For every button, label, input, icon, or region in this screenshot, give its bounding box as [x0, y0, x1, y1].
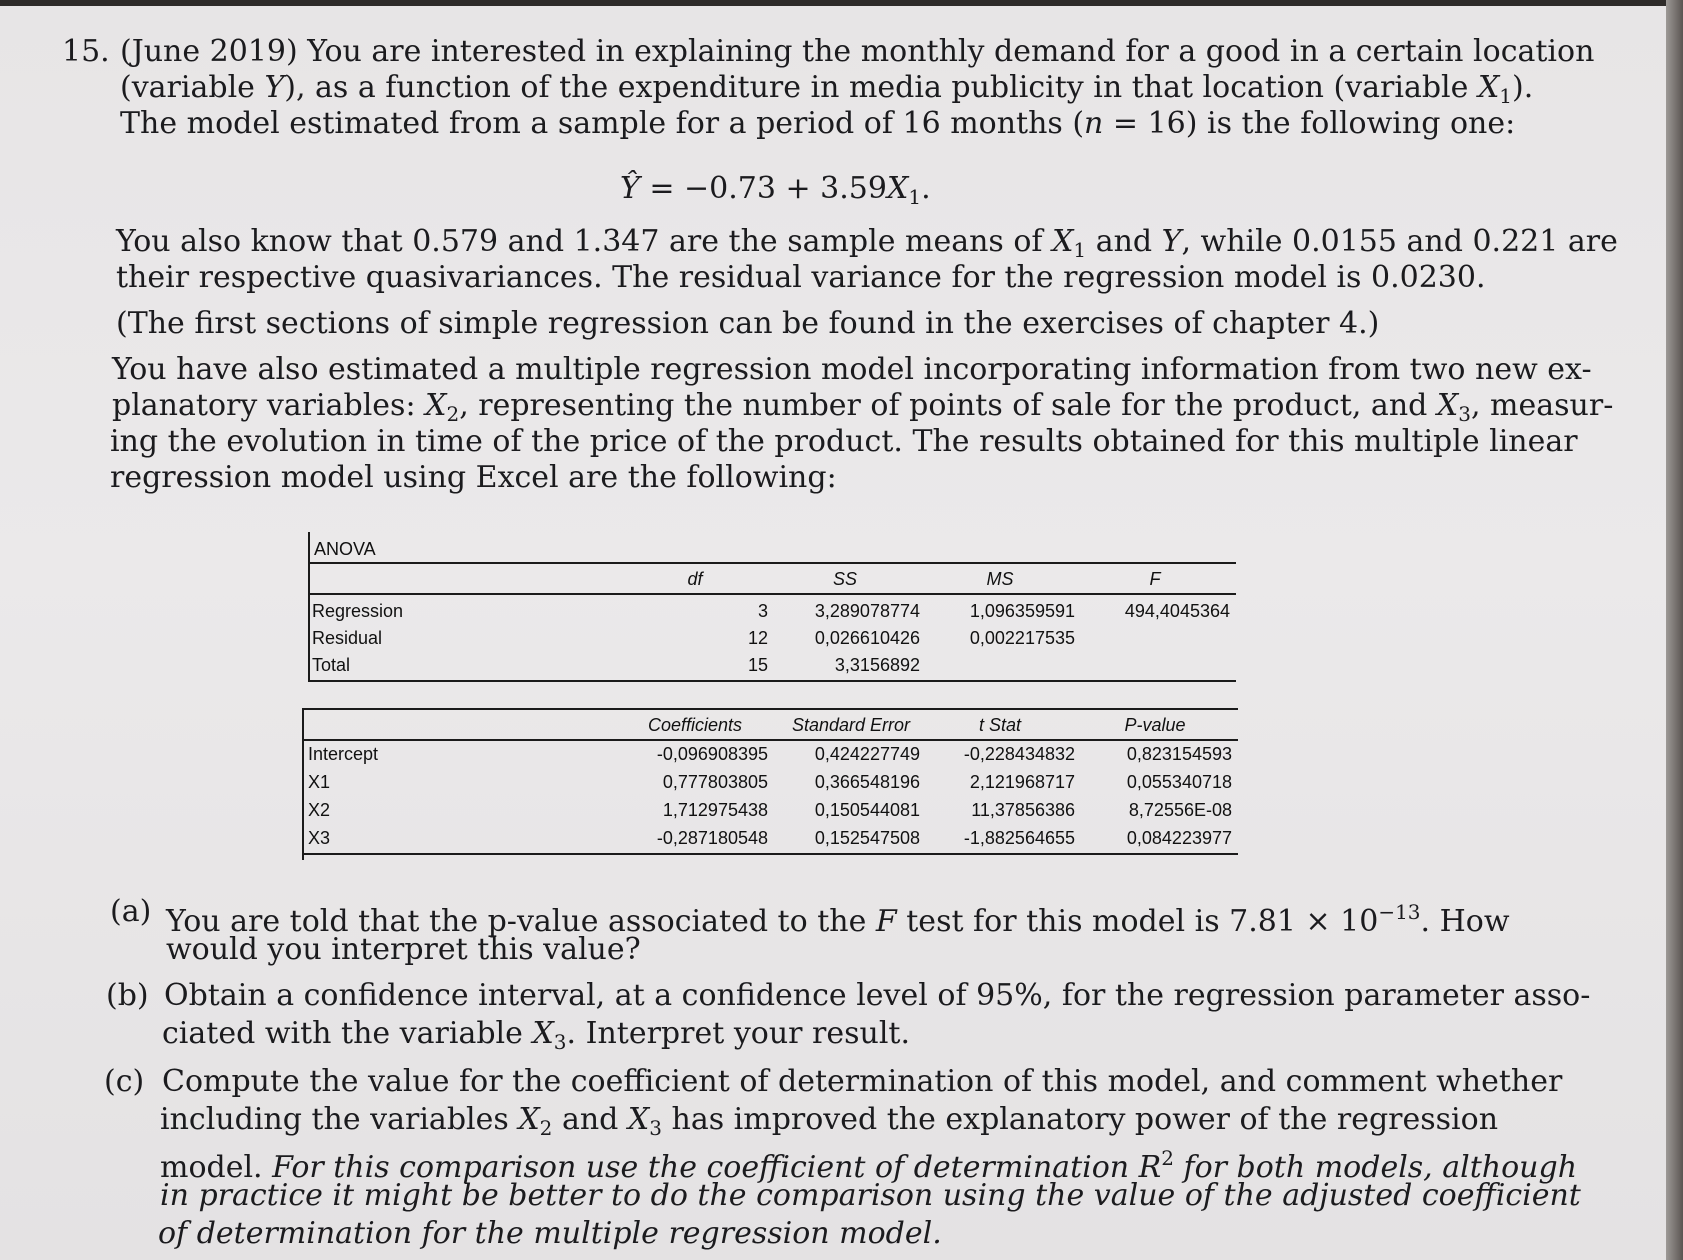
question-b-line-2: ciated with the variable $X_3$. Interpret your result. [162, 1016, 911, 1054]
coef-header-t-stat: t Stat [978, 715, 1022, 735]
table-left-border-bottom [302, 708, 304, 860]
coef-header-std-error: Standard Error [791, 715, 910, 735]
anova-header-ss: SS [832, 569, 857, 589]
table-left-border-top [308, 532, 310, 682]
coef-row-coef: -0,287180548 [656, 828, 768, 848]
question-c-line-2: including the variables $X_2$ and $X_3$ has improved the explanatory power of the regression [160, 1102, 1499, 1140]
anova-row-label: Total [312, 655, 351, 675]
coef-bottom-rule [302, 853, 1238, 855]
coef-row-se: 0,150544081 [814, 800, 920, 820]
coef-row-p: 0,084223977 [1126, 828, 1232, 848]
document-page [0, 6, 1666, 1260]
question-b-label: (b) [106, 978, 149, 1013]
question-c-label: (c) [104, 1064, 145, 1099]
anova-row-df: 12 [747, 628, 768, 648]
anova-top-rule [308, 562, 1236, 564]
anova-row-ss: 3,289078774 [814, 601, 920, 621]
para2-line-1: You also know that 0.579 and 1.347 are the sample means of $X_1$ and Y, while 0.0155 and 0.221 are [116, 224, 1618, 262]
anova-row-ms: 0,002217535 [969, 628, 1075, 648]
para4-line-2: planatory variables: $X_2$, representing the number of points of sale for the product, and $X_3$, measur- [112, 388, 1614, 426]
page-edge-shadow [1666, 0, 1683, 1260]
coef-row-se: 0,152547508 [814, 828, 920, 848]
question-c-line-5: of determination for the multiple regression model. [158, 1216, 942, 1251]
para2-line-2: their respective quasivariances. The residual variance for the regression model is 0.0230. [116, 260, 1486, 295]
anova-row-df: 3 [757, 601, 768, 621]
question-c-line-3: model. For this comparison use the coefficient of determination $R^2$ for both models, although [160, 1146, 1578, 1185]
para3-line: (The first sections of simple regression can be found in the exercises of chapter 4.) [116, 306, 1380, 341]
anova-row-df: 15 [747, 655, 768, 675]
coef-row-t: 2,121968717 [969, 772, 1075, 792]
question-c-line-1: Compute the value for the coefficient of determination of this model, and comment whether [162, 1064, 1563, 1099]
coef-header-coefficients: Coefficients [647, 715, 742, 735]
coef-row-p: 0,055340718 [1126, 772, 1232, 792]
coef-row-coef: 1,712975438 [662, 800, 768, 820]
coef-header-rule [302, 739, 1238, 741]
coef-row-label: X3 [308, 828, 331, 848]
intro-line-3: The model estimated from a sample for a period of 16 months (n = 16) is the following one: [120, 106, 1516, 141]
anova-header-rule [308, 593, 1236, 595]
coef-row-coef: 0,777803805 [662, 772, 768, 792]
anova-row-ss: 3,3156892 [834, 655, 920, 675]
anova-row-label: Residual [312, 628, 383, 648]
question-b-line-1: Obtain a confidence interval, at a confidence level of 95%, for the regression parameter asso- [164, 978, 1591, 1013]
question-a-line-2: would you interpret this value? [166, 932, 641, 967]
anova-row-ss: 0,026610426 [814, 628, 920, 648]
anova-title: ANOVA [314, 539, 376, 559]
intro-line-1: (June 2019) You are interested in explaining the monthly demand for a good in a certain location [120, 34, 1595, 69]
coef-row-p: 0,823154593 [1126, 744, 1232, 764]
para4-line-1: You have also estimated a multiple regression model incorporating information from two new ex- [112, 352, 1592, 387]
coef-row-se: 0,366548196 [814, 772, 920, 792]
anova-header-f: F [1149, 569, 1161, 589]
coef-row-t: -1,882564655 [963, 828, 1075, 848]
anova-bottom-rule [308, 680, 1236, 682]
coef-row-se: 0,424227749 [814, 744, 920, 764]
coef-row-t: 11,37856386 [971, 800, 1075, 820]
coef-top-rule [302, 708, 1238, 710]
question-c-line-4: in practice it might be better to do the comparison using the value of the adjusted coefficient [160, 1178, 1581, 1213]
problem-number: 15. [62, 34, 110, 69]
coef-row-label: X1 [308, 772, 331, 792]
coef-row-label: X2 [308, 800, 331, 820]
regression-equation: Ŷ = $-0.73 + 3.59X_1$. [620, 171, 931, 209]
question-a-line-1: You are told that the p-value associated to the F test for this model is $7.81 \times 10^{-13}$. How [166, 900, 1510, 939]
coef-row-t: -0,228434832 [963, 744, 1075, 764]
intro-line-2: (variable Y), as a function of the expenditure in media publicity in that location (variable $X_1$). [120, 70, 1534, 108]
question-a-label: (a) [110, 894, 152, 929]
anova-row-label: Regression [312, 601, 404, 621]
para4-line-3: ing the evolution in time of the price of the product. The results obtained for this multiple linear [110, 424, 1578, 459]
anova-header-df: df [687, 569, 703, 589]
anova-header-ms: MS [986, 569, 1014, 589]
coef-row-coef: -0,096908395 [656, 744, 768, 764]
coef-row-label: Intercept [308, 744, 379, 764]
anova-row-f: 494,4045364 [1124, 601, 1230, 621]
coef-row-p: 8,72556E-08 [1128, 800, 1232, 820]
para4-line-4: regression model using Excel are the following: [110, 460, 837, 495]
anova-row-ms: 1,096359591 [969, 601, 1075, 621]
coef-header-p-value: P-value [1124, 715, 1186, 735]
